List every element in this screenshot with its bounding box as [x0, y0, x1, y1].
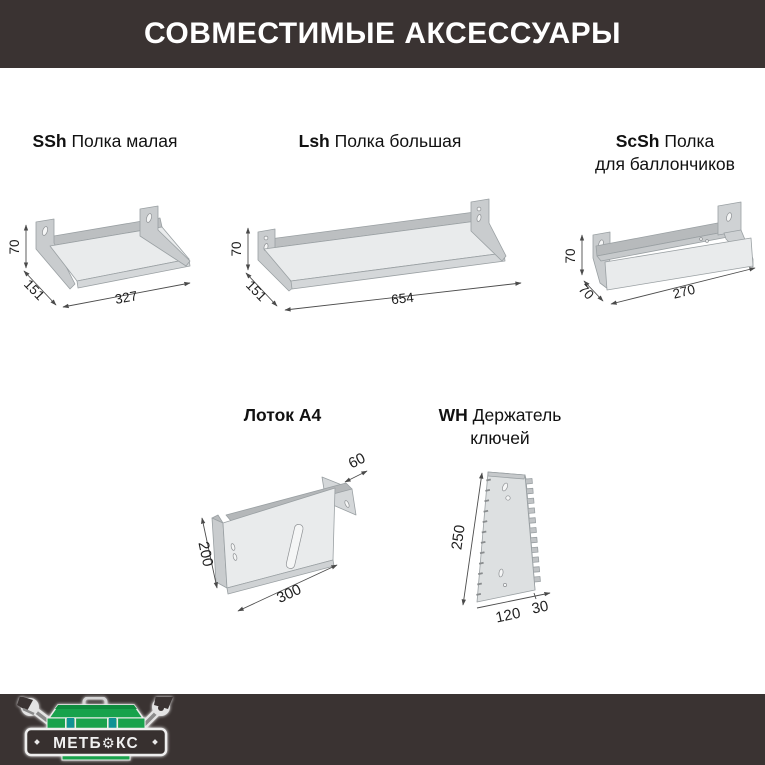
trough-3d-shape	[593, 202, 753, 290]
product-code: SSh	[32, 131, 67, 151]
product-name-line2: ключей	[470, 428, 530, 448]
label-ssh-shelf	[20, 130, 190, 153]
product-code: Лоток А4	[243, 405, 322, 425]
lsh-shelf-drawing	[225, 190, 540, 330]
dim-height: 70	[7, 239, 22, 255]
dim-height: 200	[194, 540, 217, 569]
gear-icon: ⚙	[101, 736, 117, 752]
product-code: Lsh	[298, 131, 330, 151]
dim-depth: 151	[243, 277, 270, 305]
dim-width: 300	[274, 580, 305, 607]
ssh-shelf-drawing	[0, 185, 220, 330]
a4-tray-drawing	[165, 445, 400, 640]
dim-width: 270	[671, 281, 697, 302]
dim-depth: 60	[345, 449, 369, 473]
logo-plaque	[26, 729, 166, 755]
shelf-3d-shape	[36, 206, 190, 289]
product-name: Держатель	[472, 405, 562, 425]
metbox-logo	[10, 697, 182, 761]
scsh-shelf-drawing	[555, 190, 765, 330]
shelf-3d-shape	[258, 199, 506, 291]
product-code: WH	[438, 405, 468, 425]
product-name: Полка малая	[71, 131, 178, 151]
dim-width: 327	[113, 288, 139, 308]
dim-depth: 70	[575, 281, 597, 303]
logo-text	[53, 735, 139, 752]
product-name: Полка большая	[334, 131, 462, 151]
header-bar	[0, 0, 765, 68]
product-name-line2: для баллончиков	[595, 154, 735, 174]
label-scsh-shelf	[580, 130, 750, 176]
dim-depth: 30	[530, 597, 550, 618]
product-name-line1	[580, 130, 750, 153]
product-code: ScSh	[615, 131, 660, 151]
key-holder-drawing	[425, 445, 600, 640]
label-wh-key-holder	[415, 404, 585, 450]
dim-height: 70	[229, 241, 244, 257]
dim-depth: 151	[21, 276, 48, 304]
logo-text-part2: КС	[116, 735, 139, 752]
dim-height: 70	[563, 248, 578, 264]
dim-height: 250	[448, 523, 469, 551]
key-holder-3d-shape	[476, 472, 540, 602]
dim-width: 120	[494, 604, 523, 627]
product-name: Полка	[664, 131, 715, 151]
tray-3d-shape	[212, 477, 356, 594]
product-name-line1	[415, 404, 585, 427]
label-tray-a4	[200, 404, 365, 427]
dim-width: 654	[390, 289, 415, 308]
page-title: СОВМЕСТИМЫЕ АКСЕССУАРЫ	[143, 17, 622, 50]
logo-text-part1: МЕТБ	[53, 735, 102, 752]
label-lsh-shelf	[290, 130, 470, 153]
